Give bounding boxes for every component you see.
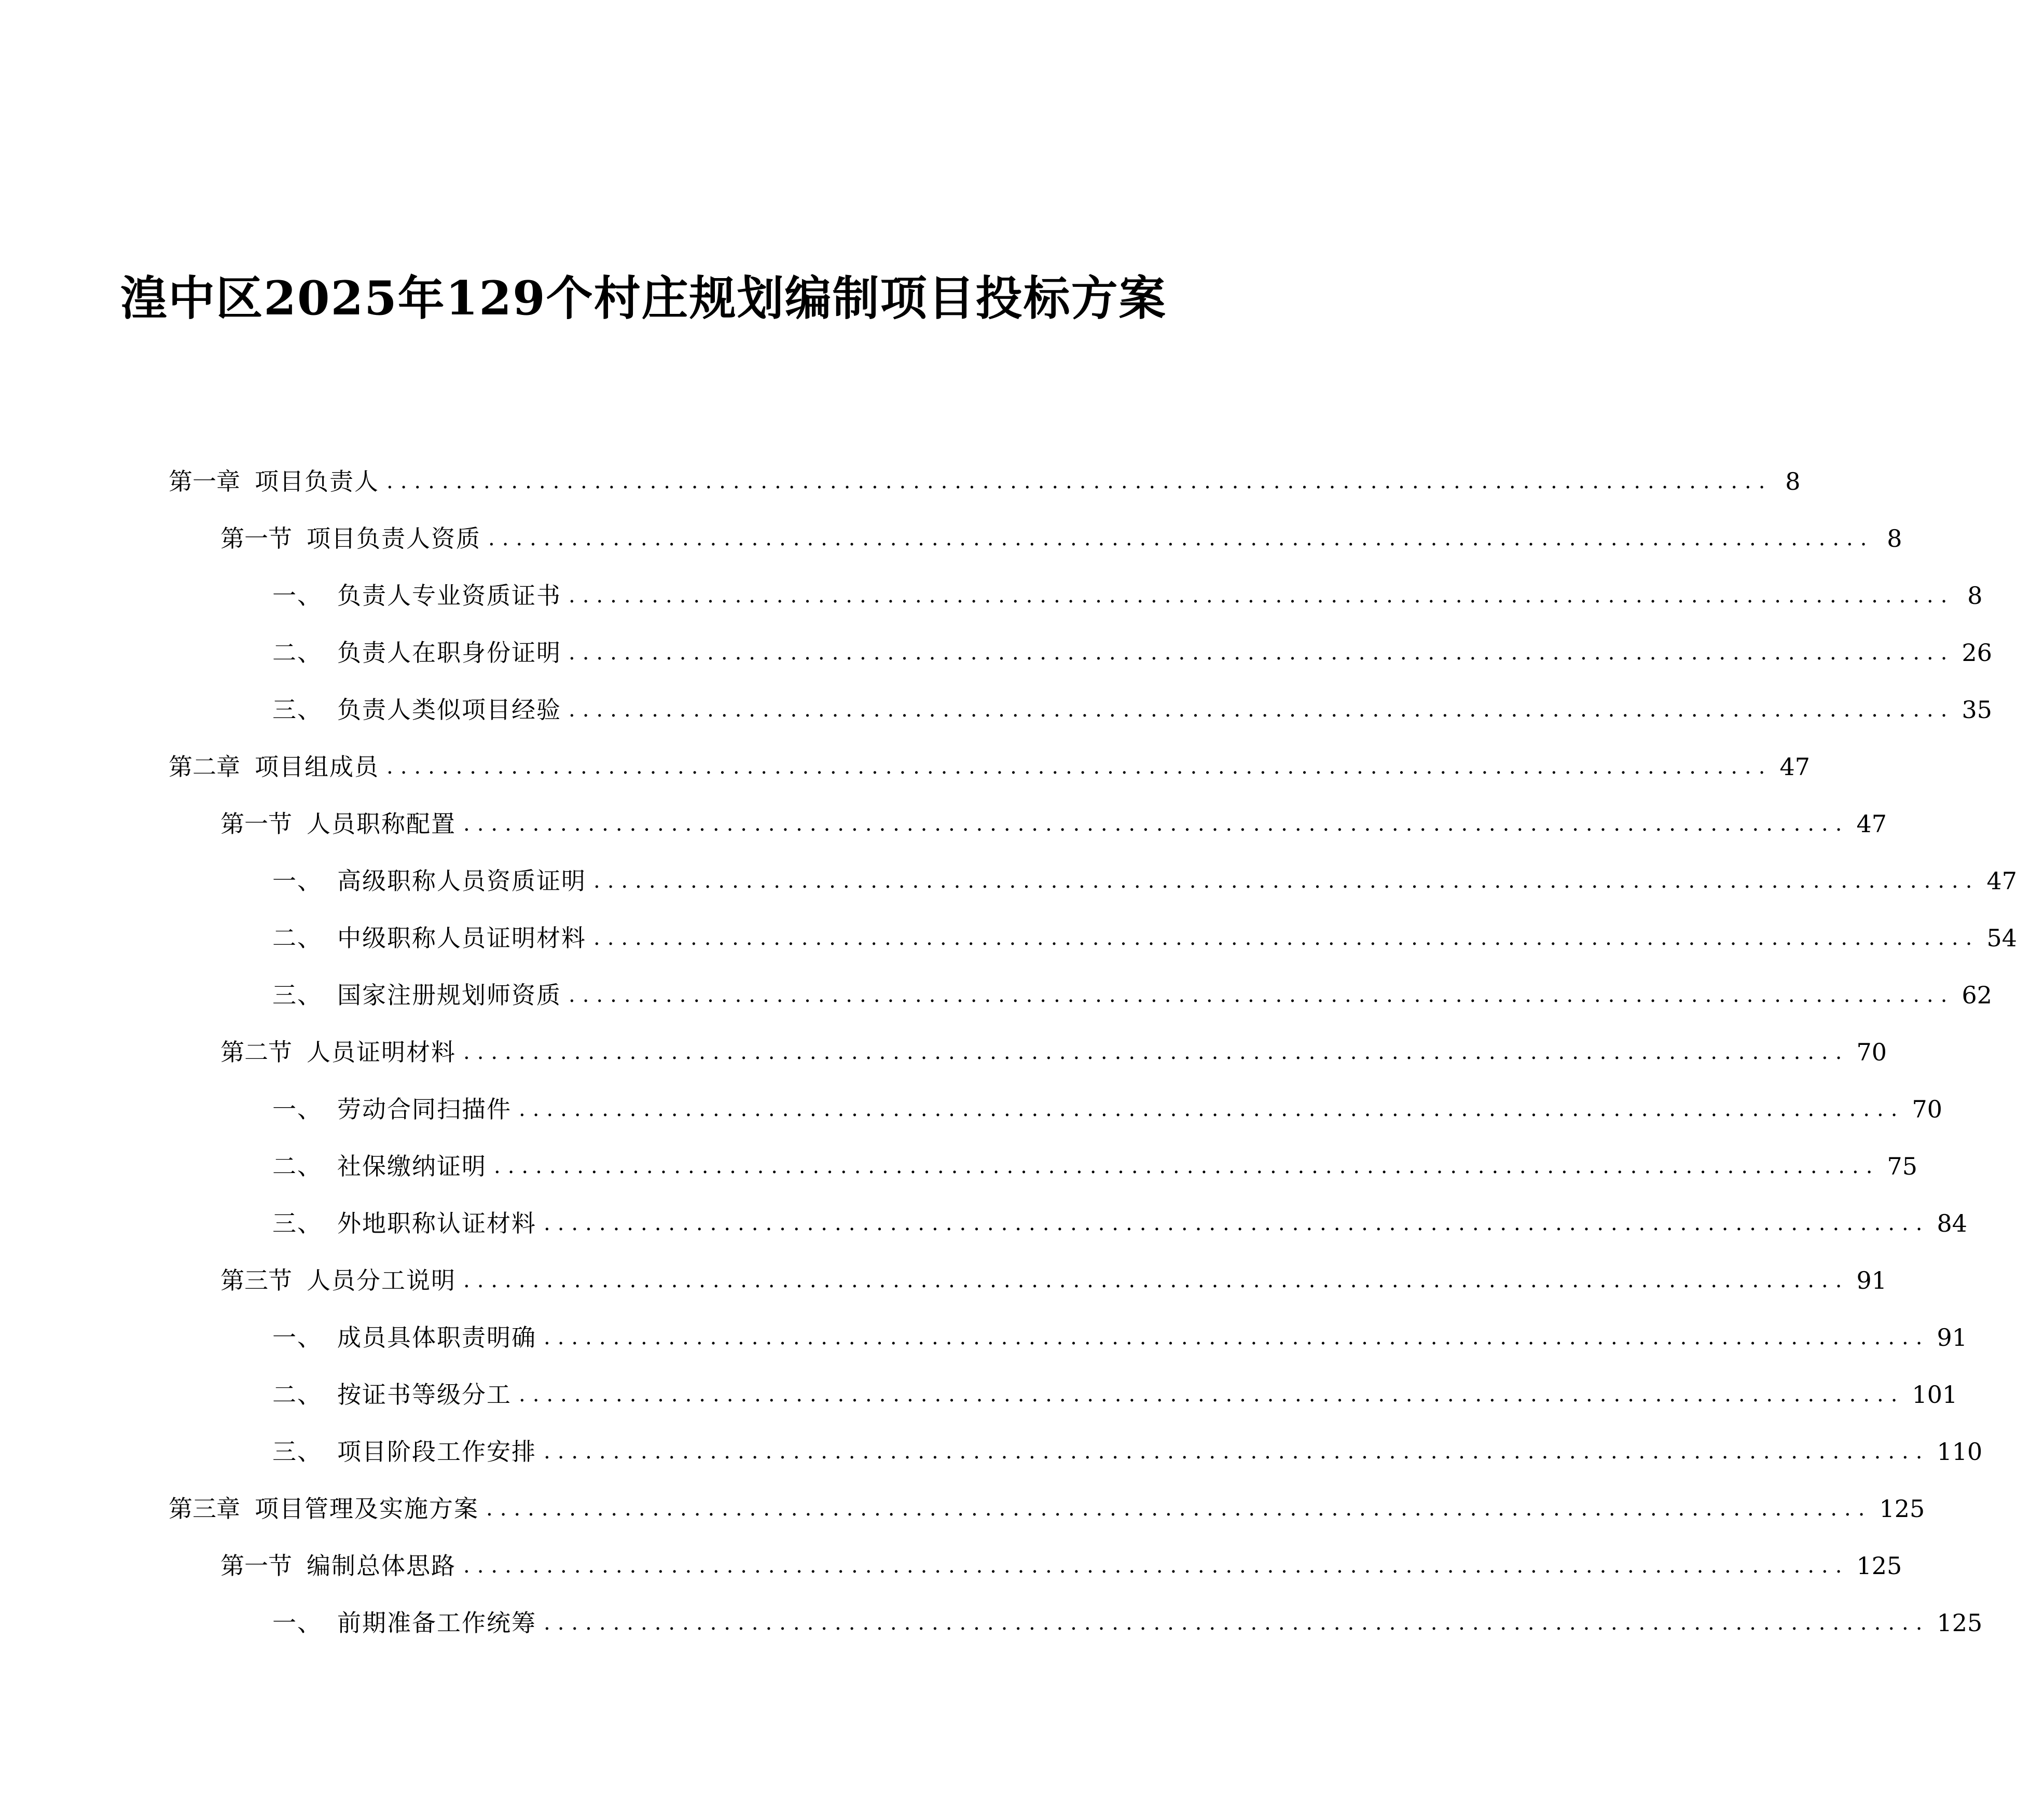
toc-entry[interactable] <box>220 1024 1887 1081</box>
toc-dot-leader: .................................................................................................... <box>569 641 1955 665</box>
toc-entry-page-number: 91 <box>1937 1323 1968 1352</box>
toc-dot-leader: .................................................................................................... <box>569 698 1955 722</box>
toc-entry-label: 前期准备工作统筹 <box>337 1609 536 1637</box>
toc-entry-page-number: 8 <box>1785 467 1801 495</box>
toc-dot-leader: .................................................................................................... <box>463 1554 1849 1578</box>
toc-entry-number: 三、 <box>272 1438 322 1466</box>
toc-entry-label: 国家注册规划师资质 <box>337 981 561 1009</box>
toc-entry[interactable] <box>220 795 1887 852</box>
toc-dot-leader: .................................................................................................... <box>463 1040 1849 1064</box>
toc-dot-leader: .................................................................................................... <box>486 1497 1872 1521</box>
toc-entry-page-number: 125 <box>1937 1609 1983 1637</box>
toc-entry[interactable] <box>272 1366 1958 1423</box>
toc-dot-leader: .................................................................................................... <box>494 1154 1880 1178</box>
toc-entry-number: 第三章 <box>169 1495 240 1523</box>
toc-dot-leader: .................................................................................................... <box>463 1269 1849 1292</box>
toc-entry[interactable] <box>272 967 1993 1024</box>
toc-entry-label: 外地职称认证材料 <box>337 1209 536 1237</box>
toc-entry-label: 项目负责人资质 <box>307 525 481 553</box>
document-title: 湟中区2025年129个村庄规划编制项目投标方案 <box>120 271 1167 326</box>
toc-dot-leader: .................................................................................................... <box>544 1326 1930 1349</box>
toc-entry-number: 第一章 <box>169 467 240 495</box>
toc-entry[interactable] <box>220 1252 1887 1309</box>
toc-entry-number: 一、 <box>272 867 322 895</box>
toc-entry-label: 编制总体思路 <box>307 1552 456 1580</box>
toc-entry-number: 一、 <box>272 1095 322 1123</box>
toc-dot-leader: .................................................................................................... <box>488 527 1874 550</box>
toc-dot-leader: .................................................................................................... <box>544 1611 1930 1635</box>
toc-entry-label: 项目负责人 <box>255 467 379 495</box>
toc-entry[interactable] <box>272 1081 1943 1138</box>
toc-entry-label: 按证书等级分工 <box>337 1381 512 1409</box>
toc-dot-leader: .................................................................................................... <box>569 584 1955 608</box>
toc-entry-page-number: 125 <box>1856 1552 1902 1580</box>
toc-entry-number: 一、 <box>272 582 322 610</box>
toc-dot-leader: .................................................................................................... <box>519 1383 1905 1407</box>
toc-entry-number: 第三节 <box>220 1266 292 1294</box>
toc-entry-page-number: 125 <box>1879 1495 1925 1523</box>
toc-dot-leader: .................................................................................................... <box>386 470 1773 493</box>
toc-entry-number: 二、 <box>272 1381 322 1409</box>
toc-dot-leader: .................................................................................................... <box>463 812 1849 836</box>
toc-entry[interactable] <box>272 1594 1983 1651</box>
toc-entry[interactable] <box>272 567 1983 624</box>
toc-entry-page-number: 47 <box>1779 753 1811 781</box>
toc-entry-number: 二、 <box>272 924 322 952</box>
toc-entry-label: 项目管理及实施方案 <box>255 1495 479 1523</box>
toc-entry-label: 人员证明材料 <box>307 1038 456 1066</box>
toc-entry-page-number: 35 <box>1961 696 1993 724</box>
toc-entry-page-number: 70 <box>1856 1038 1887 1066</box>
toc-entry-page-number: 70 <box>1912 1095 1943 1123</box>
toc-entry[interactable] <box>272 909 2017 967</box>
toc-entry[interactable] <box>272 1138 1918 1195</box>
toc-entry-number: 一、 <box>272 1323 322 1352</box>
toc-entry-label: 社保缴纳证明 <box>337 1152 487 1180</box>
toc-entry-number: 第一节 <box>220 1552 292 1580</box>
toc-entry[interactable] <box>272 681 1993 738</box>
toc-entry-label: 人员分工说明 <box>307 1266 456 1294</box>
toc-entry-page-number: 110 <box>1937 1438 1983 1466</box>
toc-entry-page-number: 54 <box>1986 924 2017 952</box>
toc-entry-label: 劳动合同扫描件 <box>337 1095 512 1123</box>
toc-entry-page-number: 8 <box>1967 582 1983 610</box>
toc-entry-label: 中级职称人员证明材料 <box>337 924 586 952</box>
toc-entry[interactable] <box>220 1537 1902 1594</box>
toc-dot-leader: .................................................................................................... <box>544 1211 1930 1235</box>
toc-dot-leader: .................................................................................................... <box>569 983 1955 1007</box>
toc-entry-label: 负责人专业资质证书 <box>337 582 561 610</box>
toc-entry-page-number: 47 <box>1856 810 1887 838</box>
toc-entry-label: 负责人在职身份证明 <box>337 639 561 667</box>
toc-entry-number: 一、 <box>272 1609 322 1637</box>
toc-entry-label: 负责人类似项目经验 <box>337 696 561 724</box>
toc-entry[interactable] <box>169 453 1801 510</box>
toc-dot-leader: .................................................................................................... <box>593 869 1980 893</box>
toc-entry-page-number: 91 <box>1856 1266 1887 1294</box>
toc-entry-page-number: 8 <box>1887 525 1902 553</box>
toc-entry-number: 二、 <box>272 1152 322 1180</box>
toc-entry[interactable] <box>169 738 1811 795</box>
toc-entry-number: 三、 <box>272 696 322 724</box>
toc-entry-number: 第二节 <box>220 1038 292 1066</box>
toc-entry-page-number: 26 <box>1961 639 1993 667</box>
toc-entry-page-number: 84 <box>1937 1209 1968 1237</box>
toc-entry[interactable] <box>272 1195 1968 1252</box>
toc-dot-leader: .................................................................................................... <box>386 755 1773 779</box>
toc-entry-label: 项目阶段工作安排 <box>337 1438 536 1466</box>
toc-dot-leader: .................................................................................................... <box>519 1097 1905 1121</box>
toc-entry-label: 项目组成员 <box>255 753 379 781</box>
toc-dot-leader: .................................................................................................... <box>593 926 1980 950</box>
toc-entry-number: 第一节 <box>220 525 292 553</box>
toc-entry-page-number: 75 <box>1887 1152 1918 1180</box>
toc-entry-page-number: 47 <box>1986 867 2017 895</box>
toc-entry-label: 高级职称人员资质证明 <box>337 867 586 895</box>
toc-entry-page-number: 62 <box>1961 981 1993 1009</box>
toc-entry[interactable] <box>272 1423 1983 1480</box>
toc-entry-number: 二、 <box>272 639 322 667</box>
toc-entry-number: 三、 <box>272 981 322 1009</box>
toc-entry-number: 三、 <box>272 1209 322 1237</box>
toc-entry-label: 成员具体职责明确 <box>337 1323 536 1352</box>
toc-entry[interactable] <box>272 852 2017 909</box>
toc-entry[interactable] <box>220 510 1902 567</box>
toc-entry[interactable] <box>272 624 1993 681</box>
toc-entry[interactable] <box>169 1480 1925 1537</box>
toc-entry-number: 第一节 <box>220 810 292 838</box>
toc-entry[interactable] <box>272 1309 1968 1366</box>
toc-entry-label: 人员职称配置 <box>307 810 456 838</box>
toc-dot-leader: .................................................................................................... <box>544 1440 1930 1464</box>
toc-entry-page-number: 101 <box>1912 1381 1958 1409</box>
toc-entry-number: 第二章 <box>169 753 240 781</box>
